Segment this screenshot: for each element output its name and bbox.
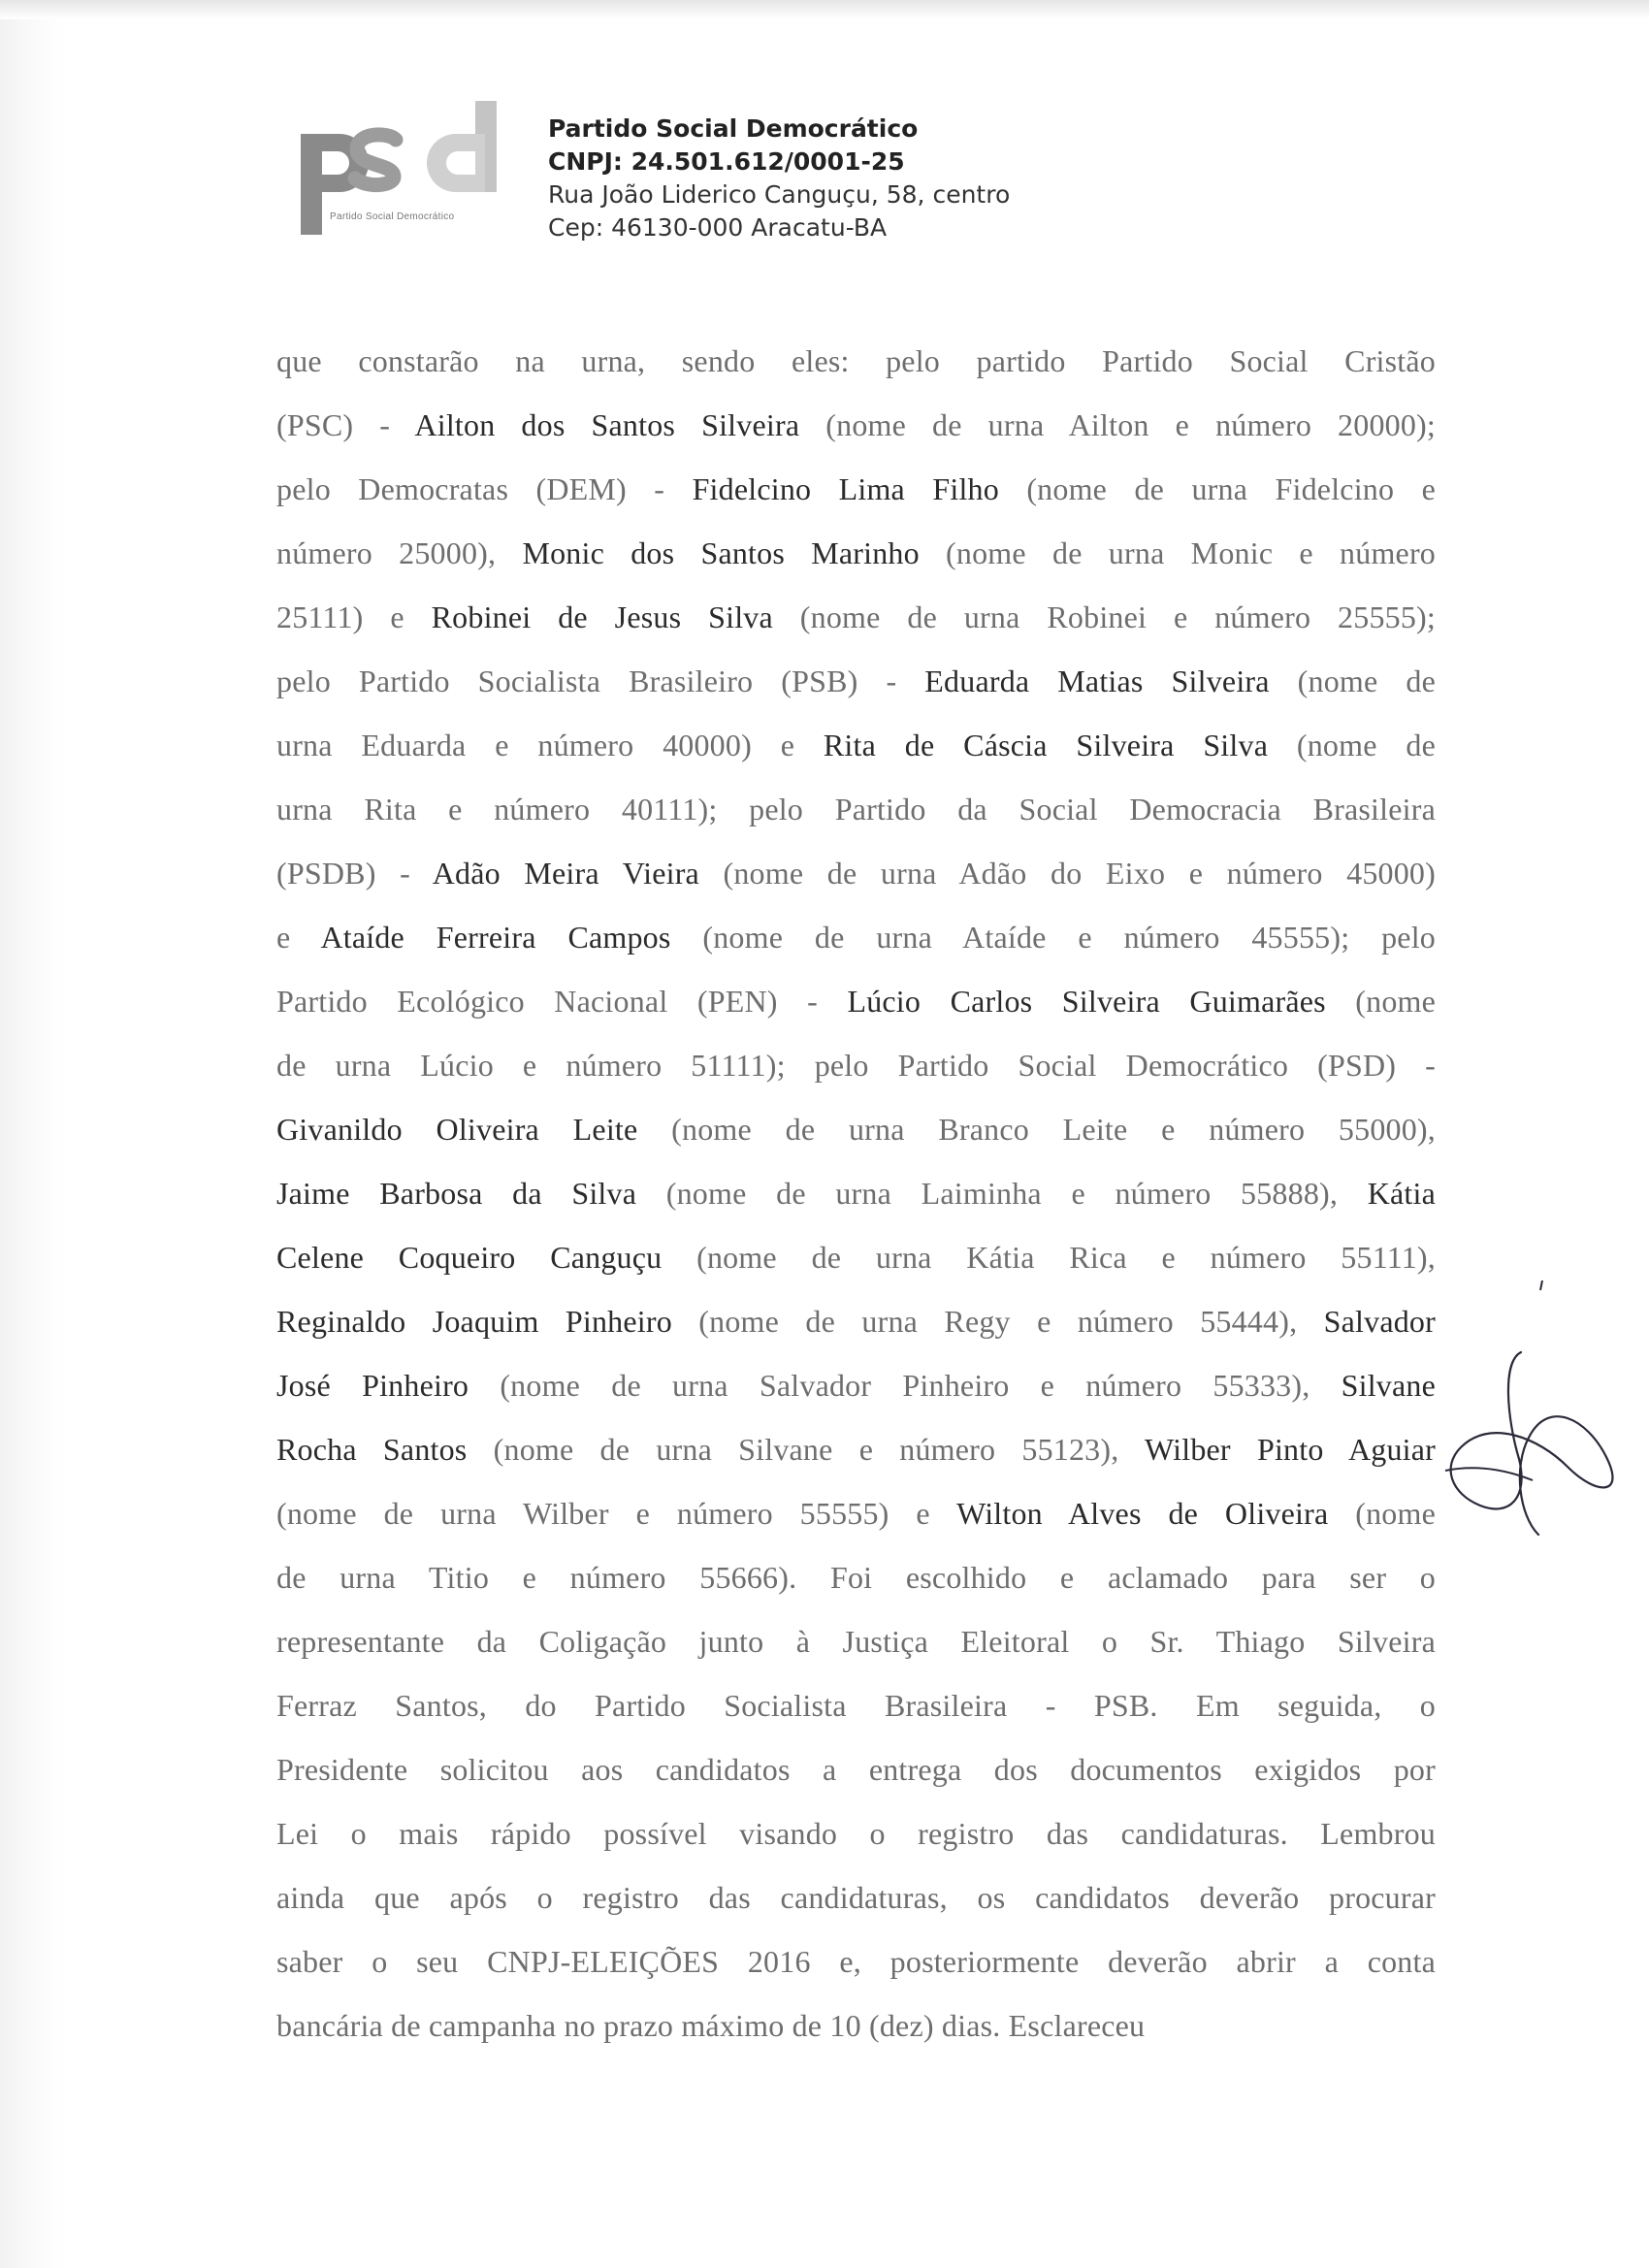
- text-line: [276, 1366, 1436, 1430]
- text-line: [276, 1110, 1436, 1174]
- text-line: [276, 1686, 1436, 1750]
- text-segment: 25111) e: [276, 599, 432, 634]
- text-segment: (nome de: [1268, 728, 1436, 762]
- candidate-name: Ailton dos Santos Silveira: [414, 407, 800, 442]
- candidate-name: Ataíde Ferreira Campos: [320, 920, 671, 955]
- text-line: [276, 1878, 1436, 1942]
- text-line: [276, 1046, 1436, 1110]
- text-line: [276, 1238, 1436, 1302]
- candidate-name: Kátia: [1367, 1176, 1437, 1211]
- candidate-name: Rita de Cáscia Silveira Silva: [823, 728, 1269, 762]
- text-segment: (PSC) -: [276, 407, 415, 442]
- text-segment: número 25000),: [276, 535, 523, 570]
- party-info: [548, 113, 1010, 244]
- text-line: [276, 982, 1436, 1046]
- candidate-name: Fidelcino Lima Filho: [692, 471, 999, 506]
- text-line: [276, 405, 1436, 470]
- text-segment: (nome de urna Laiminha e número 55888),: [636, 1176, 1368, 1211]
- text-segment: (nome de urna Adão do Eixo e número 45000): [698, 856, 1436, 891]
- text-line: [276, 534, 1436, 598]
- text-segment: urna Eduarda e número 40000) e: [276, 728, 824, 762]
- text-segment: Partido Ecológico Nacional (PEN) -: [276, 984, 848, 1019]
- text-segment: (nome de urna Robinei e número 25555);: [772, 599, 1436, 634]
- text-line: [276, 1622, 1436, 1686]
- text-segment: (nome de urna Regy e número 55444),: [671, 1304, 1324, 1339]
- candidate-name: Silvane: [1341, 1368, 1436, 1403]
- candidate-name: Adão Meira Vieira: [432, 856, 699, 891]
- candidate-name: Jaime Barbosa da Silva: [276, 1176, 637, 1211]
- text-segment: urna Rita e número 40111); pelo Partido da Social Democracia Brasileira: [276, 792, 1436, 826]
- text-line: [276, 470, 1436, 534]
- text-line: [276, 1430, 1436, 1494]
- candidate-name: Robinei de Jesus Silva: [431, 599, 773, 634]
- candidate-name: Celene Coqueiro Canguçu: [276, 1240, 663, 1275]
- text-line: [276, 854, 1436, 918]
- text-line: [276, 1494, 1436, 1558]
- party-cep: Cep: 46130-000 Aracatu-BA: [548, 213, 888, 242]
- candidate-name: José Pinheiro: [276, 1368, 469, 1403]
- text-line: [276, 662, 1436, 726]
- text-segment: Presidente solicitou aos candidatos a entrega dos documentos exigidos por: [276, 1752, 1436, 1787]
- text-line: [276, 341, 1436, 405]
- party-cnpj: CNPJ: 24.501.612/0001-25: [548, 147, 905, 176]
- text-segment: (nome de urna Wilber e número 55555) e: [276, 1496, 957, 1531]
- party-address: Rua João Liderico Canguçu, 58, centro: [548, 180, 1011, 209]
- candidate-name: Rocha Santos: [276, 1432, 468, 1467]
- text-line: [276, 1942, 1436, 2006]
- text-segment: Ferraz Santos, do Partido Socialista Brasileira - PSB. Em seguida, o: [276, 1688, 1436, 1723]
- candidate-name: Lúcio Carlos Silveira Guimarães: [847, 984, 1326, 1019]
- text-segment: pelo Democratas (DEM) -: [276, 471, 693, 506]
- text-segment: (nome de urna Ataíde e número 45555); pelo: [670, 920, 1436, 955]
- text-segment: Lei o mais rápido possível visando o registro das candidaturas. Lembrou: [276, 1816, 1436, 1851]
- text-segment: de urna Lúcio e número 51111); pelo Partido Social Democrático (PSD) -: [276, 1048, 1436, 1083]
- text-segment: saber o seu CNPJ-ELEIÇÕES 2016 e, posteriormente deverão abrir a conta: [276, 1944, 1436, 1979]
- text-line: [276, 1174, 1436, 1238]
- text-line: [276, 1302, 1436, 1366]
- text-line: [276, 1558, 1436, 1622]
- text-segment: de urna Titio e número 55666). Foi escolhido e aclamado para ser o: [276, 1560, 1436, 1595]
- text-line: [276, 1814, 1436, 1878]
- text-segment: (nome: [1325, 984, 1437, 1019]
- party-name: Partido Social Democrático: [548, 114, 919, 143]
- handwritten-signature: [1426, 1280, 1649, 1571]
- text-line: [276, 726, 1436, 790]
- text-segment: (nome de urna Kátia Rica e número 55111),: [662, 1240, 1436, 1275]
- text-segment: (nome de urna Branco Leite e número 55000),: [637, 1112, 1436, 1147]
- text-line: [276, 598, 1436, 662]
- candidate-name: Wilton Alves de Oliveira: [956, 1496, 1329, 1531]
- text-segment: (nome de urna Monic e número: [919, 535, 1437, 570]
- text-segment: e: [276, 920, 321, 955]
- text-segment: (nome de urna Salvador Pinheiro e número 55333),: [469, 1368, 1342, 1403]
- candidate-name: Givanildo Oliveira Leite: [276, 1112, 638, 1147]
- text-segment: que constarão na urna, sendo eles: pelo partido Partido Social Cristão: [276, 343, 1436, 378]
- text-segment: representante da Coligação junto à Justiça Eleitoral o Sr. Thiago Silveira: [276, 1624, 1436, 1659]
- text-segment: (nome de urna Fidelcino e: [998, 471, 1436, 506]
- party-logo: [291, 97, 514, 243]
- text-segment: ainda que após o registro das candidaturas, os candidatos deverão procurar: [276, 1880, 1436, 1915]
- text-line: [276, 790, 1436, 854]
- letterhead: [291, 97, 1164, 291]
- candidate-name: Reginaldo Joaquim Pinheiro: [276, 1304, 672, 1339]
- candidate-name: Eduarda Matias Silveira: [924, 664, 1270, 698]
- document-body-text: [276, 341, 1436, 2070]
- text-segment: (nome de urna Silvane e número 55123),: [467, 1432, 1146, 1467]
- candidate-name: Wilber Pinto Aguiar: [1145, 1432, 1436, 1467]
- scan-edge-shadow: [0, 0, 1649, 19]
- candidate-name: Salvador: [1323, 1304, 1436, 1339]
- text-segment: (nome de urna Ailton e número 20000);: [799, 407, 1436, 442]
- text-line: [276, 918, 1436, 982]
- text-segment: (nome de: [1269, 664, 1436, 698]
- text-segment: (PSDB) -: [276, 856, 433, 891]
- text-segment: (nome: [1328, 1496, 1436, 1531]
- logo-caption: Partido Social Democrático: [330, 211, 455, 222]
- text-line: [276, 1750, 1436, 1814]
- candidate-name: Monic dos Santos Marinho: [522, 535, 920, 570]
- text-segment: bancária de campanha no prazo máximo de 10 (dez) dias. Esclareceu: [276, 2008, 1146, 2043]
- text-segment: pelo Partido Socialista Brasileiro (PSB) -: [276, 664, 925, 698]
- text-line: [276, 2006, 1436, 2070]
